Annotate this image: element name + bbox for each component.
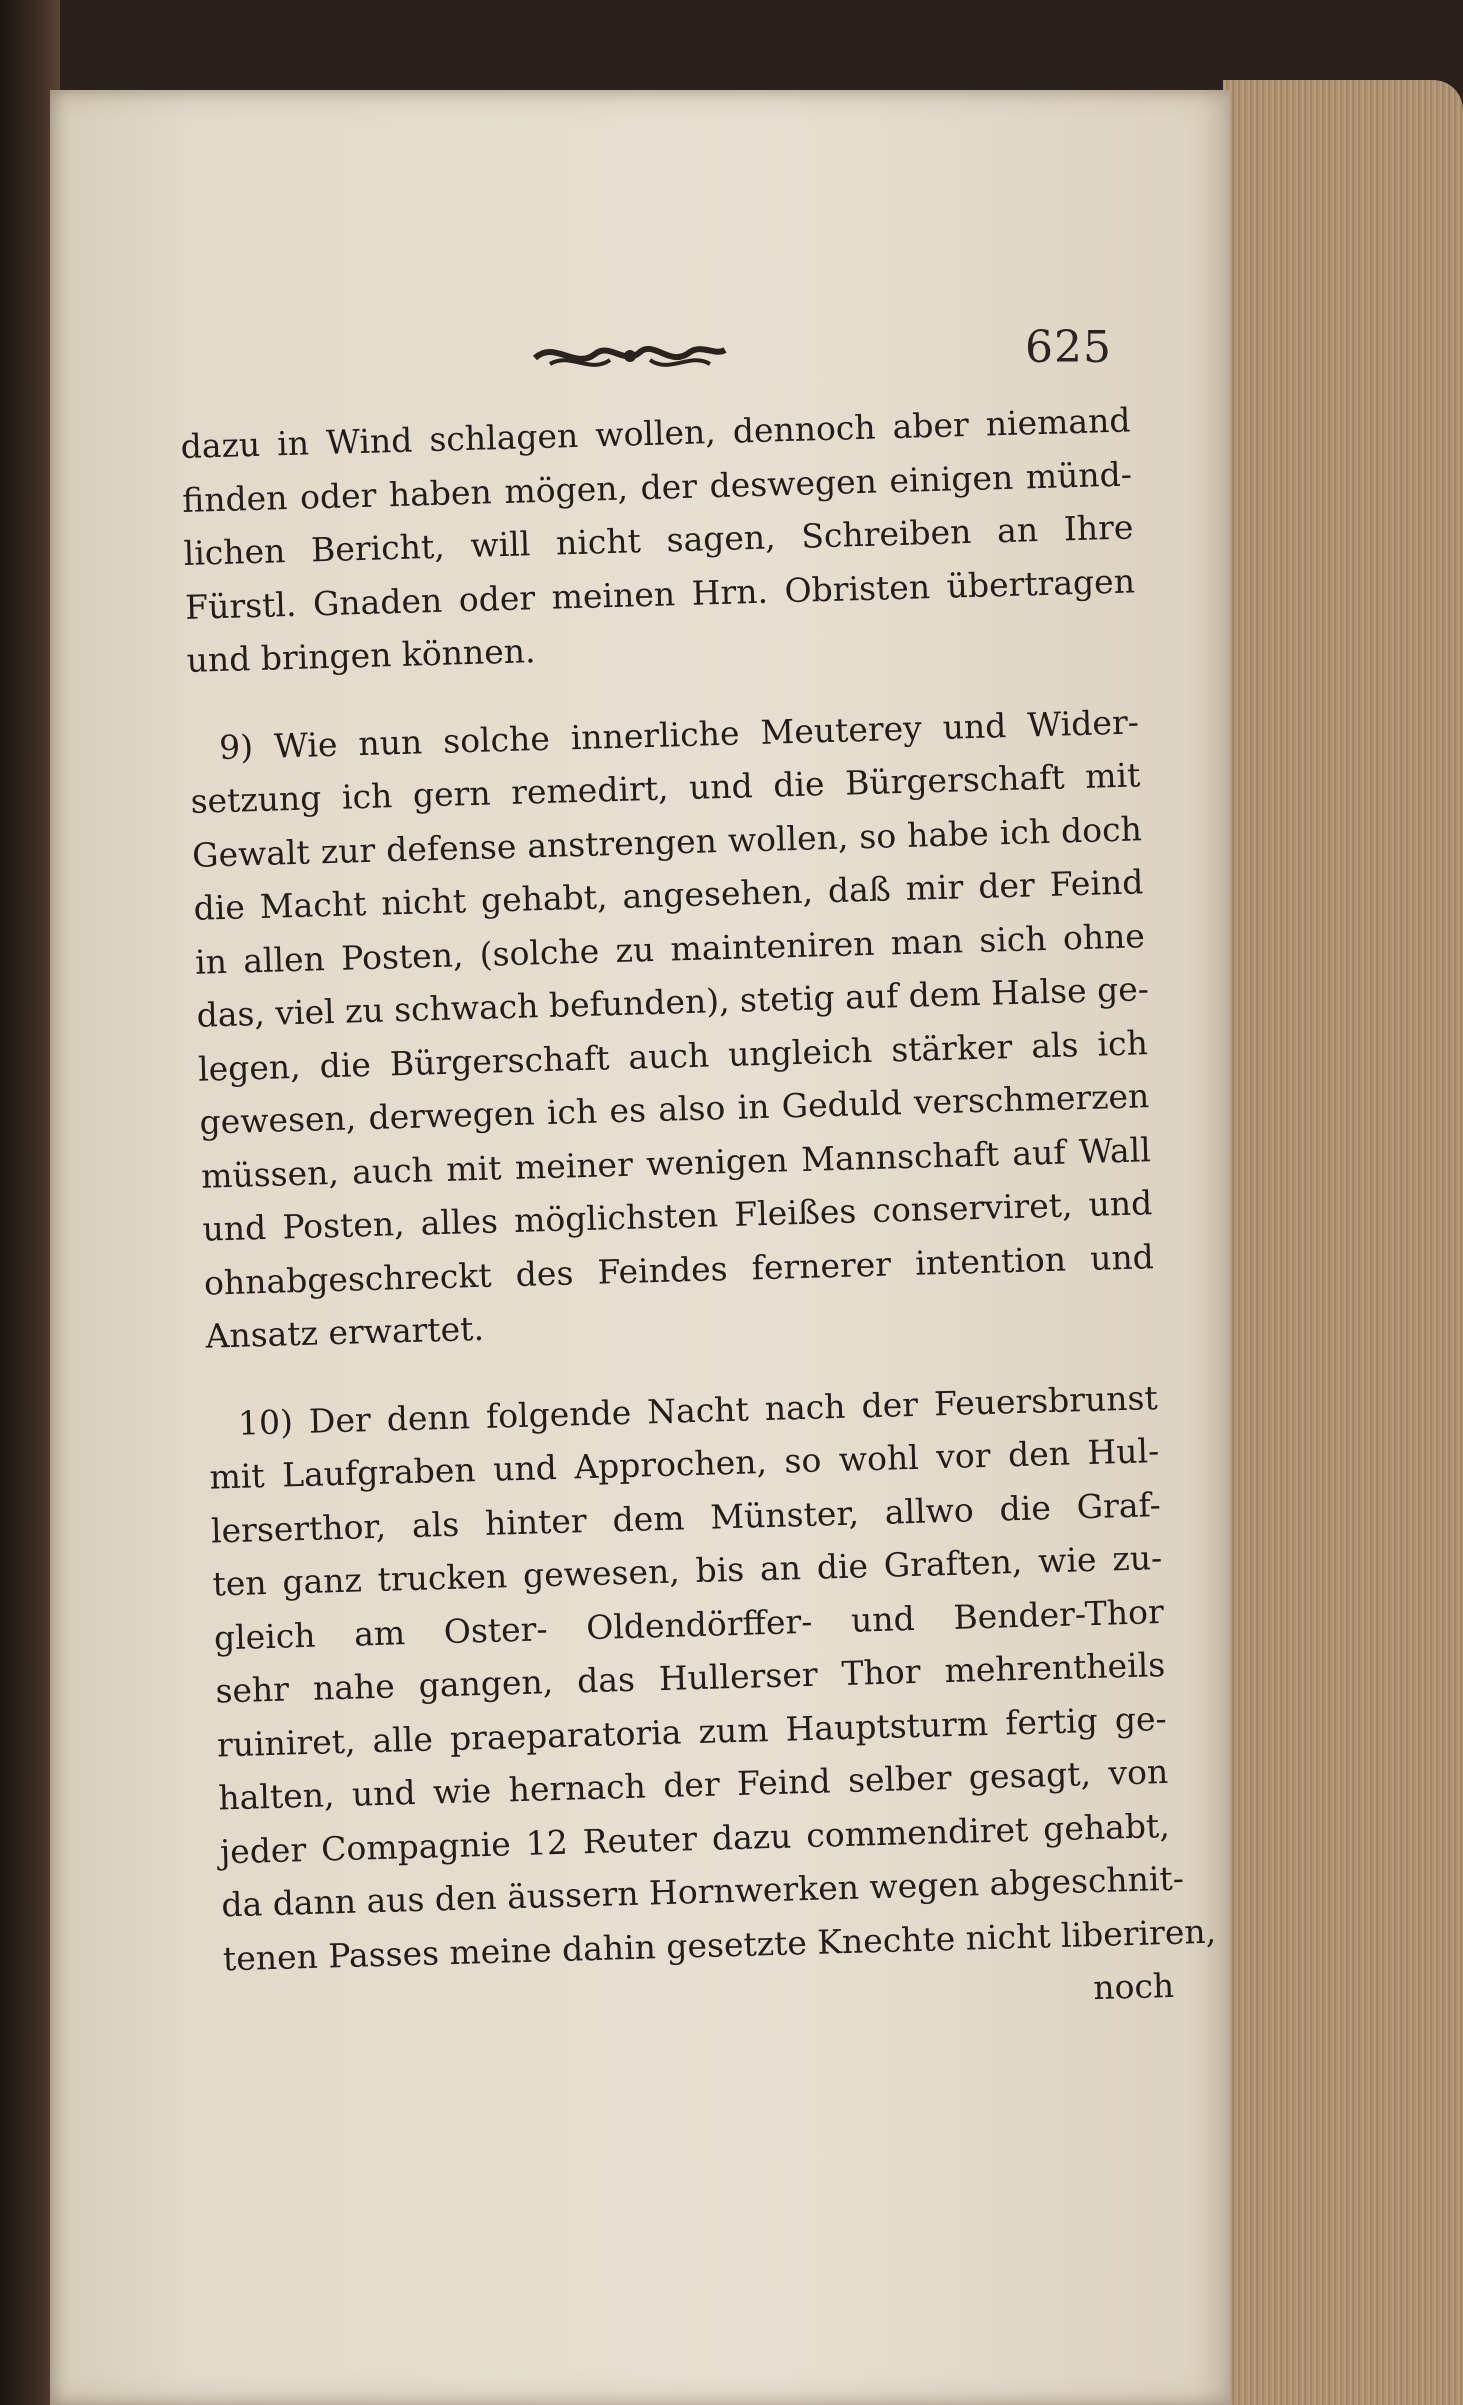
catchword: noch <box>1092 1965 1175 2008</box>
body-text <box>180 393 1217 2038</box>
text-line: Fürstl. Gnaden oder meinen Hrn. Obristen übertragen <box>184 560 1136 627</box>
text-line: jeder Compagnie 12 Reuter dazu commendiret gehabt, <box>219 1805 1171 1871</box>
text-line: Ansatz erwartet. <box>205 1308 485 1356</box>
paragraph-1 <box>180 393 1137 687</box>
text-line: mit Laufgraben und Approchen, so wohl vor den Hul- <box>208 1431 1160 1497</box>
text-line: da dann aus den äussern Hornwerken wegen abgeschnit- <box>220 1858 1185 1925</box>
text-line: in allen Posten, (solche zu mainteniren man sich ohne <box>194 915 1146 982</box>
text-line: 10) Der denn folgende Nacht nach der Feuersbrunst <box>237 1377 1159 1443</box>
text-line: halten, und wie hernach der Feind selber gesagt, von <box>217 1751 1169 1818</box>
text-line: lerserthor, als hinter dem Münster, allwo die Graf- <box>210 1484 1162 1551</box>
text-line: Gewalt zur defense anstrengen wollen, so habe ich doch <box>191 808 1143 875</box>
page-block-edge <box>1223 80 1463 2405</box>
text-line: setzung ich gern remedirt, und die Bürgerschaft mit <box>190 755 1141 821</box>
text-line: legen, die Bürgerschaft auch ungleich stärker als ich <box>197 1022 1149 1089</box>
page-number: 625 <box>1025 322 1112 373</box>
text-line: 9) Wie nun solche innerliche Meuterey und Wider- <box>218 701 1140 767</box>
text-line: die Macht nicht gehabt, angesehen, daß mir der Feind <box>193 862 1144 928</box>
text-line: dazu in Wind schlagen wollen, dennoch aber niemand <box>180 400 1131 466</box>
text-line: und Posten, alles möglichsten Fleißes conserviret, und <box>202 1183 1153 1249</box>
text-line: lichen Bericht, will nicht sagen, Schreiben an Ihre <box>183 507 1134 573</box>
paragraph-2 <box>188 695 1156 1363</box>
text-line: tenen Passes meine dahin gesetzte Knechte nicht liberiren, <box>222 1911 1217 1978</box>
text-line: ohnabgeschreckt des Feindes fernerer intention und <box>203 1236 1155 1303</box>
paragraph-3 <box>207 1371 1217 1986</box>
text-line: ten ganz trucken gewesen, bis an die Graften, wie zu- <box>211 1538 1163 1604</box>
text-line: das, viel zu schwach befunden), stetig auf dem Halse ge- <box>196 969 1150 1035</box>
text-line: gewesen, derwegen ich es also in Geduld verschmerzen <box>199 1076 1150 1142</box>
book-page <box>50 90 1230 2405</box>
text-line: sehr nahe gangen, das Hullerser Thor mehrentheils <box>214 1644 1166 1711</box>
vignette-ornament <box>530 330 730 380</box>
text-line: ruiniret, alle praeparatoria zum Hauptsturm fertig ge- <box>216 1698 1168 1764</box>
text-line: und bringen können. <box>186 631 536 680</box>
text-line: müssen, auch mit meiner wenigen Mannschaft auf Wall <box>200 1129 1152 1196</box>
text-line: gleich am Oster- Oldendörffer- und Bender-Thor <box>213 1591 1165 1658</box>
text-line: finden oder haben mögen, der deswegen einigen münd- <box>181 453 1133 520</box>
